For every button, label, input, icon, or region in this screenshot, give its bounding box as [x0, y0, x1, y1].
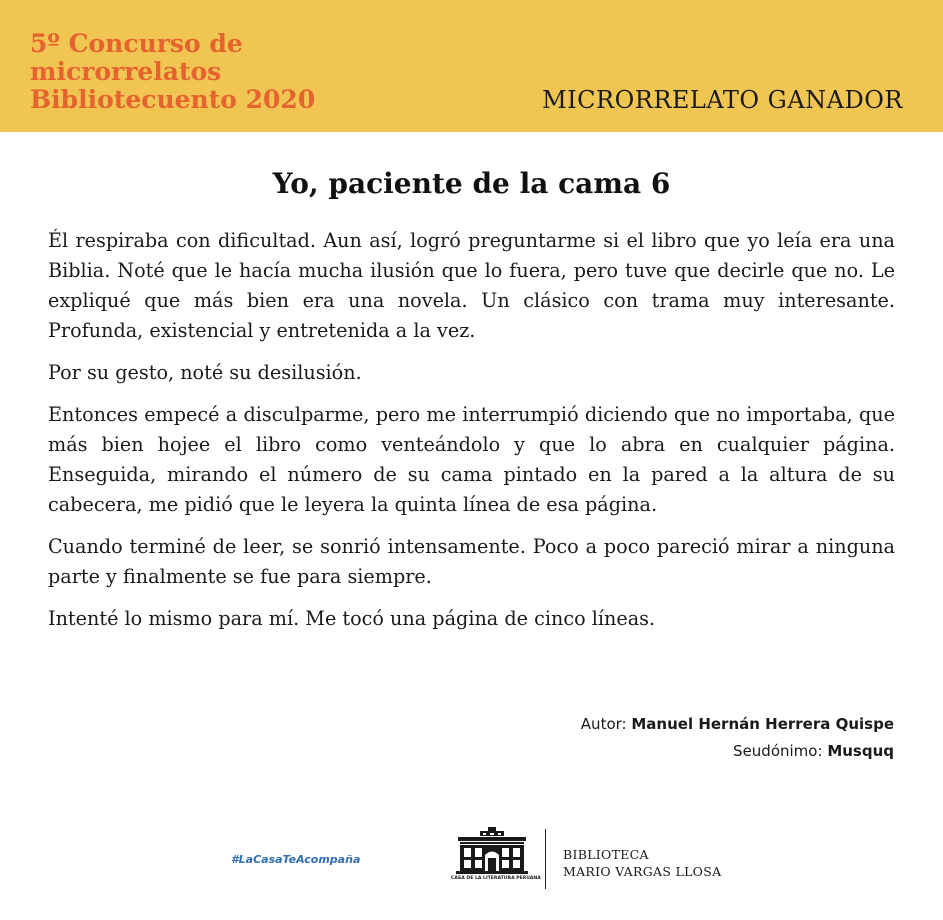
story-paragraph: Él respiraba con dificultad. Aun así, logró preguntarme si el libro que yo leía era una Biblia. Noté que le hacía mucha ilusión que lo fuera, pero tuve que decirle que no. Le expliqué que más bien era una novela. Un clásico con trama muy interesante. Profunda, existencial y entretenida a la vez. — [48, 229, 895, 342]
author-label: Autor: — [580, 715, 627, 733]
story-title: Yo, paciente de la cama 6 — [272, 167, 671, 200]
story-body — [48, 226, 895, 646]
contest-line-3: Bibliotecuento 2020 — [30, 85, 316, 114]
contest-title — [30, 30, 390, 114]
pseudonym-line — [581, 738, 894, 765]
contest-line-1: 5º Concurso de — [30, 29, 243, 58]
library-line-2: MARIO VARGAS LLOSA — [563, 864, 722, 879]
author-name: Manuel Hernán Herrera Quispe — [631, 715, 894, 733]
hashtag: #LaCasaTeAcompaña — [231, 853, 361, 866]
pseudonym-label: Seudónimo: — [733, 742, 823, 760]
pseudonym-name: Musquq — [827, 742, 894, 760]
library-name — [563, 846, 721, 880]
credits — [581, 711, 894, 765]
logo-caption: CASA DE LA LITERATURA PERUANA — [451, 876, 541, 881]
story-paragraph: Intenté lo mismo para mí. Me tocó una página de cinco líneas. — [48, 607, 656, 630]
story-paragraph: Cuando terminé de leer, se sonrió intensamente. Poco a poco pareció mirar a ninguna parte y finalmente se fue para siempre. — [48, 535, 895, 588]
story-paragraph: Entonces empecé a disculparme, pero me interrumpió diciendo que no importaba, que más bien hojee el libro como venteándolo y que lo abra en cualquier página. Enseguida, mirando el número de su cama pintado en la pared a la altura de su cabecera, me pidió que le leyera la quinta línea de esa página. — [48, 403, 895, 516]
winner-badge: MICRORRELATO GANADOR — [542, 86, 903, 114]
contest-line-2: microrrelatos — [30, 57, 222, 86]
footer-divider — [545, 829, 546, 889]
author-line — [581, 711, 894, 738]
header-banner — [0, 0, 943, 132]
library-line-1: BIBLIOTECA — [563, 847, 649, 862]
story-paragraph: Por su gesto, noté su desilusión. — [48, 361, 362, 384]
